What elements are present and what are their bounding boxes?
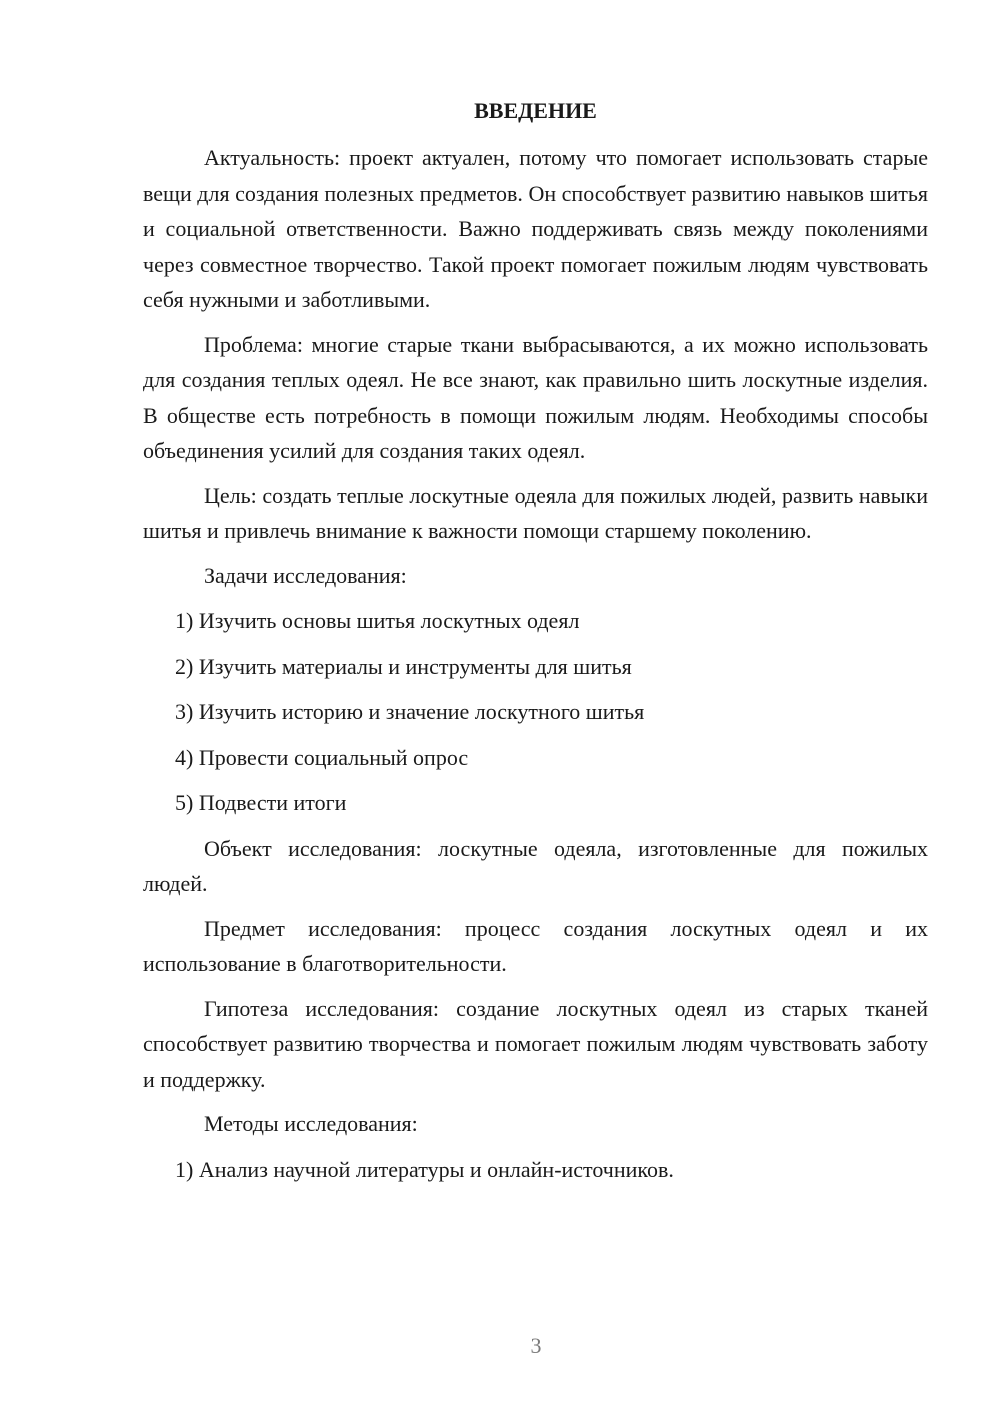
methods-list [143, 1152, 928, 1188]
hypothesis-paragraph: Гипотеза исследования: создание лоскутных одеял из старых тканей способствует развитию творчества и помогает пожилым людям чувствовать заботу и поддержку. [143, 995, 928, 1092]
tasks-heading: Задачи исследования: [204, 562, 407, 588]
methods-heading: Методы исследования: [204, 1111, 418, 1136]
object-paragraph: Объект исследования: лоскутные одеяла, изготовленные для пожилых людей. [143, 835, 928, 896]
method-item: 1) Анализ научной литературы и онлайн-источников. [175, 1156, 674, 1182]
goal-paragraph: Цель: создать теплые лоскутные одеяла для пожилых людей, развить навыки шитья и привлечь внимание к важности помощи старшему поколению. [143, 482, 928, 543]
section-title: ВВЕДЕНИЕ [474, 98, 597, 123]
task-item: 4) Провести социальный опрос [175, 744, 469, 770]
problem-paragraph: Проблема: многие старые ткани выбрасываются, а их можно использовать для создания теплых одеял. Не все знают, как правильно шить лоскутные изделия. В обществе есть потребность в помощи пожилым людям. Необходимы способы объединения усилий для создания таких одеял. [143, 331, 928, 463]
page-content [143, 96, 928, 1197]
page-number: 3 [530, 1333, 542, 1358]
task-item: 2) Изучить материалы и инструменты для шитья [175, 653, 632, 679]
relevance-paragraph: Актуальность: проект актуален, потому что помогает использовать старые вещи для создания полезных предметов. Он способствует развитию навыков шитья и социальной ответственности. Важно поддерживать связь между поколениями через совместное творчество. Такой проект помогает пожилым людям чувствовать себя нужными и заботливыми. [143, 145, 928, 312]
task-item: 3) Изучить историю и значение лоскутного шитья [175, 699, 645, 724]
tasks-list [143, 603, 928, 821]
task-item: 1) Изучить основы шитья лоскутных одеял [175, 608, 580, 633]
subject-paragraph: Предмет исследования: процесс создания лоскутных одеял и их использование в благотворительности. [143, 915, 928, 976]
task-item: 5) Подвести итоги [175, 790, 347, 815]
